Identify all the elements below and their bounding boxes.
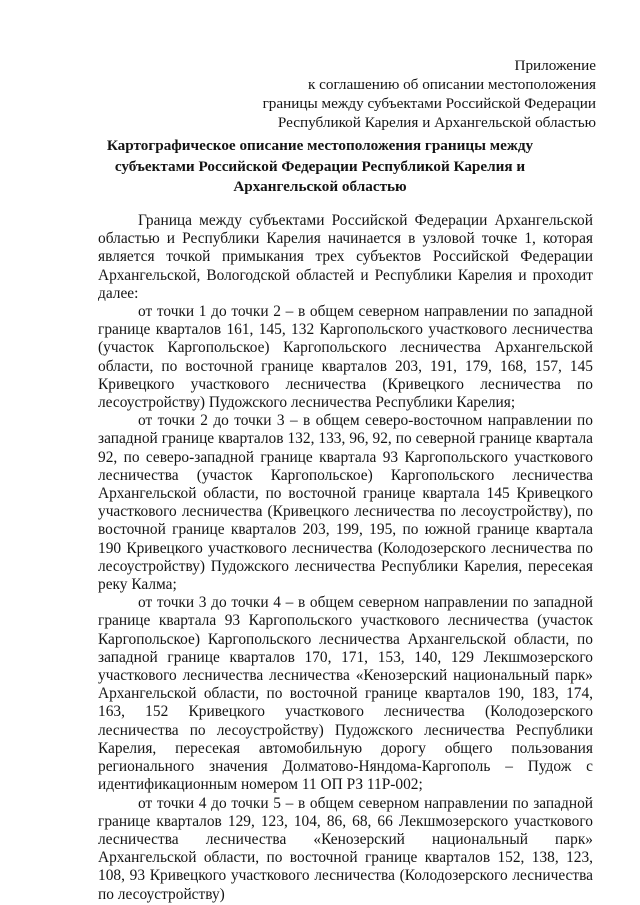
title-line: Архангельской областью: [233, 178, 407, 195]
body-paragraph: от точки 3 до точки 4 – в общем северном направлении по западной границе квартала 93 Каргопольского участкового лесничества (участок Каргопольское) Каргопольского лесничества Архангельской области, по западной границе кварталов 170, 171, 153, 140, 129 Лекшмозерского участкового лесничества лесничества «Кенозерский национальный парк» Архангельской области, по восточной границе кварталов 190, 183, 174, 163, 152 Кривецкого участкового лесничества (Колодозерского лесничества по лесоустройству) Пудожского лесничества Республики Карелия, пересекая автомобильную дорогу общего пользования регионального значения Долматово-Няндома-Каргополь – Пудож с идентификационным номером 11 ОП РЗ 11Р-002;: [98, 594, 593, 794]
body-paragraph: от точки 4 до точки 5 – в общем северном направлении по западной границе кварталов 129, 123, 104, 86, 68, 66 Лекшмозерского участкового лесничества лесничества «Кенозерский национальный парк» Архангельской области, по восточной границе кварталов 152, 138, 123, 108, 93 Кривецкого участкового лесничества (Колодозерского лесничества по лесоустройству): [98, 794, 593, 903]
appendix-line: Приложение: [514, 57, 596, 74]
appendix-header: [263, 56, 596, 132]
title-line: субъектами Российской Федерации Республикой Карелия и: [114, 157, 526, 175]
appendix-line: границы между субъектами Российской Федерации: [262, 95, 596, 112]
appendix-line: Республикой Карелия и Архангельской областью: [277, 114, 596, 131]
document-body: [98, 212, 593, 904]
appendix-line: к соглашению об описании местоположения: [307, 76, 596, 93]
title-line: Картографическое описание местоположения границы между: [106, 137, 534, 154]
body-paragraph: Граница между субъектами Российской Федерации Архангельской областью и Республики Карелия начинается в узловой точке 1, которая является точкой примыкания трех субъектов Российской Федерации Архангельской, Вологодской областей и Республики Карелия и проходит далее:: [98, 212, 593, 302]
body-paragraph: от точки 2 до точки 3 – в общем северо-восточном направлении по западной границе кварталов 132, 133, 96, 92, по северной границе квартала 92, по северо-западной границе квартала 93 Каргопольского участкового лесничества (участок Каргопольское) Каргопольского лесничества Архангельской области, по восточной границе квартала 145 Кривецкого участкового лесничества (Кривецкого лесничества по лесоустройству), по восточной границе кварталов 203, 199, 195, по южной границе квартала 190 Кривецкого участкового лесничества (Колодозерского лесничества по лесоустройству) Пудожского лесничества Республики Карелия, пересекая реку Калма;: [98, 412, 593, 594]
body-paragraph: от точки 1 до точки 2 – в общем северном направлении по западной границе кварталов 161, 145, 132 Каргопольского участкового лесничества (участок Каргопольское) Каргопольского лесничества Архангельской области, по восточной границе кварталов 203, 191, 179, 168, 157, 145 Кривецкого участкового лесничества (Кривецкого лесничества по лесоустройству) Пудожского лесничества Республики Карелия;: [98, 303, 593, 412]
document-title: [95, 136, 545, 198]
